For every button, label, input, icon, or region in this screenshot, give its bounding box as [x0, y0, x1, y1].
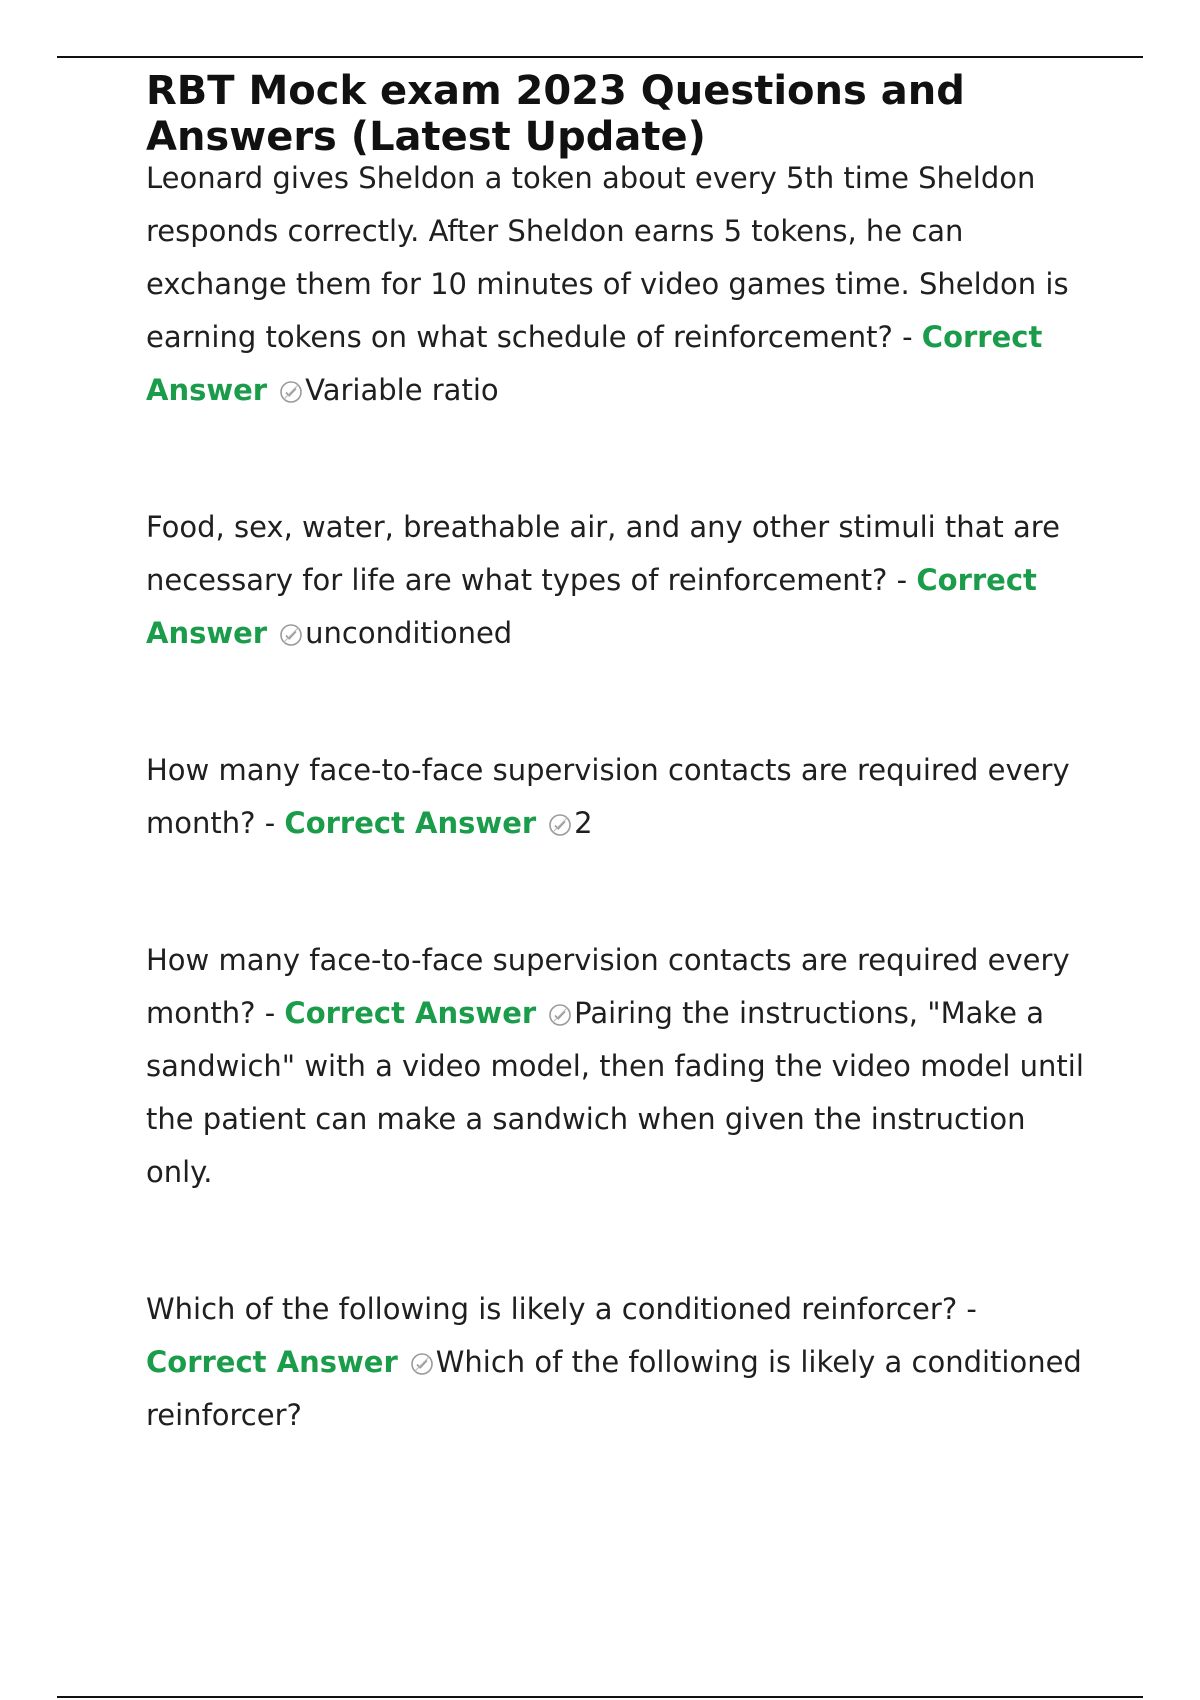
qa-item [146, 501, 1086, 660]
top-rule [57, 56, 1143, 58]
separator: - [892, 320, 922, 354]
question-text: Food, sex, water, breathable air, and any other stimuli that are necessary for life are what types of reinforcement? [146, 510, 1060, 597]
separator: - [255, 996, 285, 1030]
correct-answer-label: Correct Answer [146, 1345, 398, 1379]
qa-item [146, 744, 1086, 850]
separator: - [957, 1292, 977, 1326]
qa-item [146, 934, 1086, 1199]
check-circle-icon [410, 1352, 434, 1376]
qa-item [146, 152, 1086, 417]
correct-answer-label: Correct Answer [284, 996, 537, 1030]
question-text: Which of the following is likely a conditioned reinforcer? [146, 1292, 958, 1326]
answer-text: Which of the following is likely a conditioned reinforcer? [146, 1345, 1082, 1432]
check-circle-icon [279, 623, 303, 647]
bottom-rule [57, 1696, 1143, 1698]
correct-answer-label: Correct Answer [284, 806, 537, 840]
answer-text: Pairing the instructions, "Make a sandwich" with a video model, then fading the video model until the patient can make a sandwich when given the instruction only. [146, 996, 1084, 1189]
answer-text: 2 [574, 806, 593, 840]
separator: - [887, 563, 917, 597]
page-title: RBT Mock exam 2023 Questions and Answers (Latest Update) [146, 68, 965, 160]
document-body [146, 68, 1086, 1442]
correct-answer-label: Correct Answer [146, 320, 1043, 407]
check-circle-icon [279, 380, 303, 404]
qa-item [146, 1283, 1086, 1442]
answer-text: Variable ratio [305, 373, 499, 407]
question-text: How many face-to-face supervision contacts are required every month? [146, 753, 1070, 840]
question-text: How many face-to-face supervision contacts are required every month? [146, 943, 1070, 1030]
correct-answer-label: Correct Answer [146, 563, 1037, 650]
check-circle-icon [548, 813, 572, 837]
answer-text: unconditioned [305, 616, 513, 650]
separator: - [255, 806, 285, 840]
check-circle-icon [548, 1003, 572, 1027]
question-text: Leonard gives Sheldon a token about every 5th time Sheldon responds correctly. After Sheldon earns 5 tokens, he can exchange them for 10 minutes of video games time. Sheldon is earning tokens on what schedule of reinforcement? [146, 161, 1069, 354]
